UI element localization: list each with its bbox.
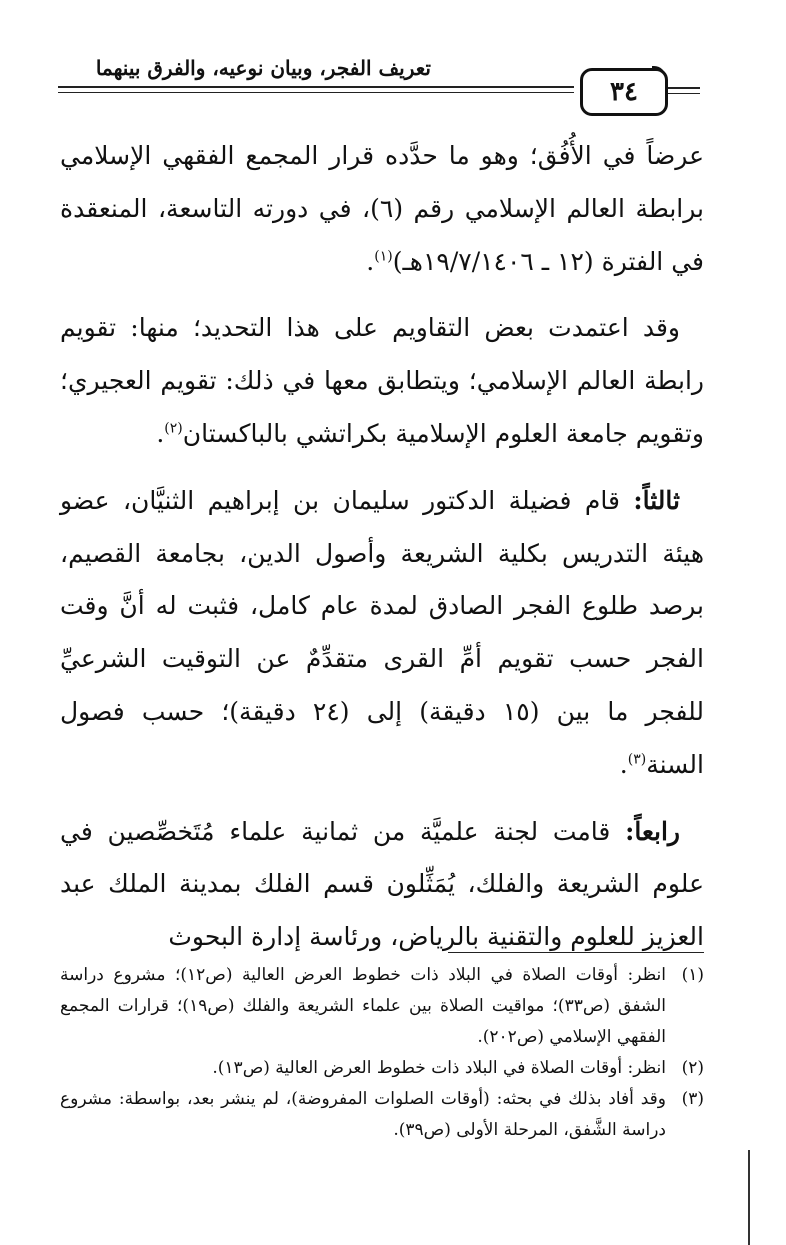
main-text: [60, 130, 704, 978]
footnote-ref-2[interactable]: (٢): [164, 420, 183, 437]
paragraph-2-end: .: [156, 418, 165, 448]
page-number-rule: [666, 87, 700, 89]
running-header-title: تعريف الفجر، وبيان نوعيه، والفرق بينهما: [95, 56, 431, 80]
paragraph-2: [60, 302, 704, 460]
paragraph-3: [60, 475, 704, 792]
footnote-1: [60, 960, 704, 1053]
page-number: ٣٤: [610, 77, 638, 107]
header-rule-thin: [58, 92, 574, 93]
footnote-2: [60, 1053, 704, 1084]
footnote-3: [60, 1084, 704, 1146]
footnote-separator: [448, 952, 704, 953]
footnote-2-number: (٢): [681, 1058, 704, 1078]
paragraph-3-text: قام فضيلة الدكتور سليمان بن إبراهيم الثنيَّان، عضو هيئة التدريس بكلية الشريعة وأصول الدين، بجامعة القصيم، برصد طلوع الفجر الصادق لمدة عام كامل، فثبت له أنَّ وقت الفجر حسب تقويم أمِّ القرى متقدِّمٌ عن التوقيت الشرعيِّ للفجر ما بين (١٥ دقيقة) إلى (٢٤ دقيقة)؛ حسب فصول السنة: [60, 485, 704, 779]
paragraph-1: [60, 130, 704, 288]
binding-edge-line: [748, 1150, 750, 1245]
footnote-ref-1[interactable]: (١): [374, 248, 393, 265]
paragraph-1-text: عرضاً في الأُفُق؛ وهو ما حدَّده قرار المجمع الفقهي الإسلامي برابطة العالم الإسلامي رقم (٦)، في دورته التاسعة، المنعقدة في الفترة (١٢ ـ ١٩/٧/١٤٠٦هـ): [60, 141, 705, 276]
footnote-3-text: وقد أفاد بذلك في بحثه: (أوقات الصلوات المفروضة)، لم ينشر بعد، بواسطة: مشروع دراسة الشَّفق، المرحلة الأولى (ص٣٩).: [60, 1089, 666, 1140]
paragraph-1-end: .: [366, 246, 375, 276]
paragraph-4-lead: رابعاً:: [625, 816, 680, 846]
page-number-rule-thin: [666, 93, 700, 94]
footnote-ref-3[interactable]: (٣): [627, 751, 647, 768]
footnote-1-number: (١): [681, 965, 704, 985]
page-number-box: [580, 68, 668, 116]
footnotes: [60, 960, 704, 1146]
paragraph-4: [60, 806, 704, 964]
footnote-3-number: (٣): [681, 1089, 704, 1109]
paragraph-2-text: وقد اعتمدت بعض التقاويم على هذا التحديد؛ منها: تقويم رابطة العالم الإسلامي؛ ويتطابق معها في ذلك: تقويم العجيري؛ وتقويم جامعة العلوم الإسلامية بكراتشي بالباكستان: [60, 313, 704, 448]
paragraph-4-text: قامت لجنة علميَّة من ثمانية علماء مُتَخصِّصين في علوم الشريعة والفلك، يُمَثِّلون قسم الفلك بمدينة الملك عبد العزيز للعلوم والتقنية بالرياض، ورئاسة إدارة البحوث: [60, 816, 704, 952]
footnote-2-text: انظر: أوقات الصلاة في البلاد ذات خطوط العرض العالية (ص١٣).: [212, 1058, 666, 1078]
paragraph-3-lead: ثالثاً:: [633, 485, 680, 515]
paragraph-3-end: .: [619, 749, 628, 779]
footnote-1-text: انظر: أوقات الصلاة في البلاد ذات خطوط العرض العالية (ص١٢)؛ مشروع دراسة الشفق (ص٣٣)؛ مواقيت الصلاة بين علماء الشريعة والفلك (ص١٩)؛ قرارات المجمع الفقهي الإسلامي (ص٢٠٢).: [60, 965, 667, 1047]
header-rule: [58, 86, 574, 88]
